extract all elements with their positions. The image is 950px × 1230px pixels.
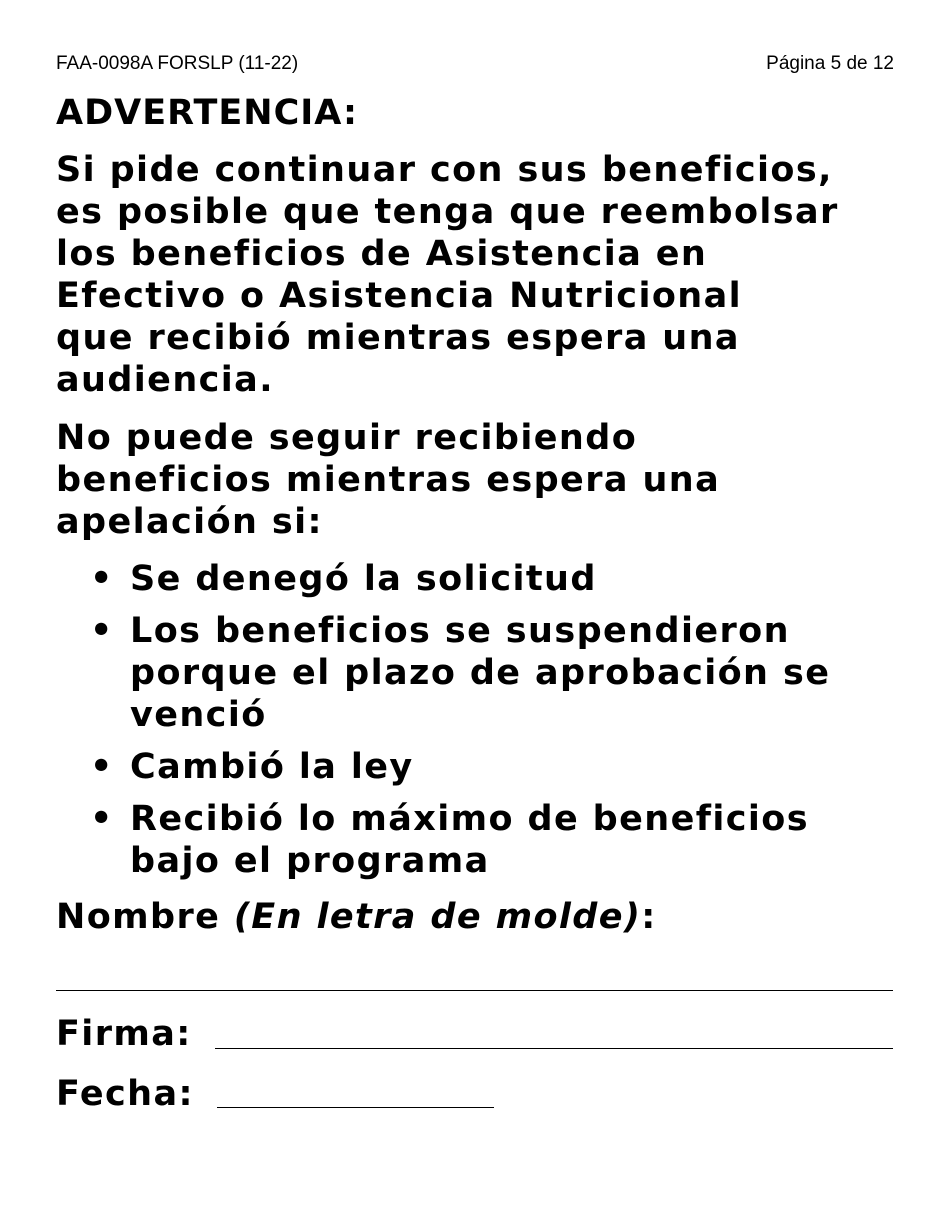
list-item [56, 610, 916, 736]
name-label-colon: : [641, 897, 657, 937]
list-item-text: Se denegó la solicitud [130, 559, 597, 599]
name-field-label [56, 896, 657, 938]
warning-title: ADVERTENCIA: [56, 93, 359, 133]
list-item-text: bajo el programa [130, 841, 490, 881]
date-input-line[interactable] [217, 1107, 494, 1108]
conditions-list [56, 558, 916, 892]
page-number: Página 5 de 12 [766, 53, 894, 74]
list-item-text: Los beneficios se suspendieron [130, 611, 790, 651]
warning-line: los beneficios de Asistencia en [56, 234, 708, 274]
warning-line: Si pide continuar con sus beneficios, [56, 150, 833, 190]
form-id: FAA-0098A FORSLP (11-22) [56, 53, 299, 74]
list-item [56, 746, 916, 788]
warning-line: que recibió mientras espera una [56, 318, 740, 358]
bullet-icon: • [90, 799, 114, 839]
bullet-icon: • [90, 747, 114, 787]
date-field-label: Fecha: [56, 1074, 194, 1114]
conditions-line: No puede seguir recibiendo [56, 418, 638, 458]
conditions-line: beneficios mientras espera una [56, 460, 721, 500]
name-input-line[interactable] [56, 990, 893, 991]
bullet-icon: • [90, 611, 114, 651]
signature-field-label: Firma: [56, 1014, 192, 1054]
warning-line: Efectivo o Asistencia Nutricional [56, 276, 743, 316]
warning-line: es posible que tenga que reembolsar [56, 192, 839, 232]
warning-line: audiencia. [56, 360, 274, 400]
list-item-text: Recibió lo máximo de beneficios [130, 799, 809, 839]
bullet-icon: • [90, 559, 114, 599]
list-item-text: venció [130, 695, 267, 735]
list-item-text: porque el plazo de aprobación se [130, 653, 831, 693]
name-label-text: Nombre [56, 897, 234, 937]
warning-paragraph [56, 149, 839, 401]
list-item [56, 558, 916, 600]
signature-input-line[interactable] [215, 1048, 893, 1049]
list-item-text: Cambió la ley [130, 747, 414, 787]
conditions-line: apelación si: [56, 502, 323, 542]
name-label-hint: (En letra de molde) [233, 897, 642, 937]
conditions-paragraph [56, 417, 720, 543]
list-item [56, 798, 916, 882]
